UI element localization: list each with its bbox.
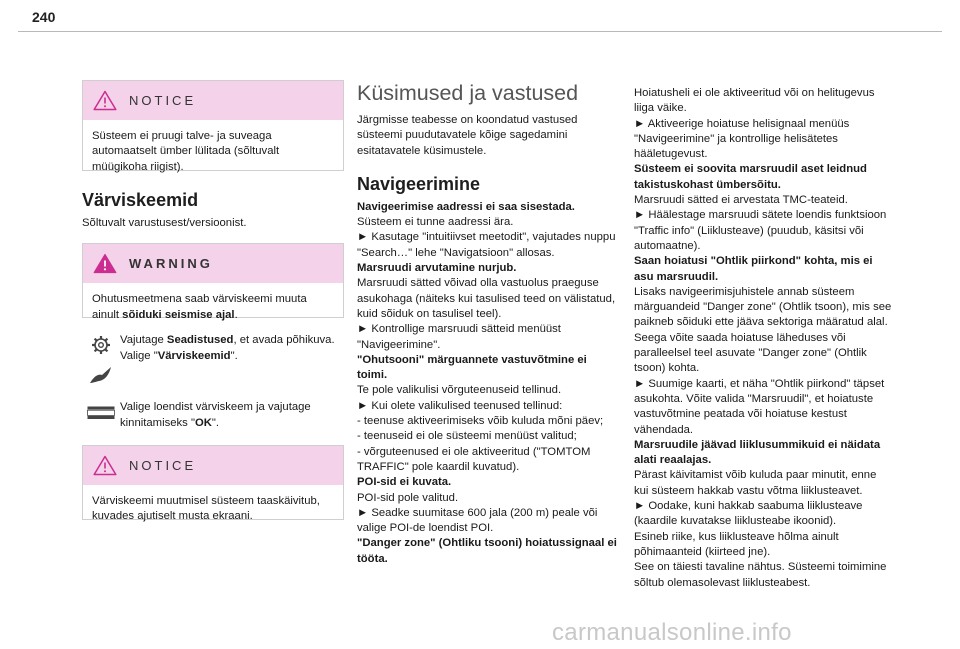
question: Marsruudi arvutamine nurjub.	[357, 262, 517, 275]
middle-column	[357, 80, 619, 567]
page-title: Küsimused ja vastused	[357, 81, 579, 105]
answer: Esineb riike, kus liiklusteave hõlma ainult põhimaanteid (kiirteed jne).	[634, 530, 839, 558]
left-column	[82, 80, 344, 523]
answer: ► Kontrollige marsruudi sätteid menüüst "Navigeerimine".	[357, 323, 561, 351]
answer: ► Häälestage marsruudi sätete loendis funktsioon "Traffic info" (Liiklusteave) (puudub, käsitsi või automaatne).	[634, 209, 887, 252]
answer: Hoiatusheli ei ole aktiveeritud või on helitugevus liiga väike.	[634, 87, 875, 115]
warning-text-bold: sõiduki seismise ajal	[122, 308, 235, 321]
answer: - teenuse aktiveerimiseks võib kuluda mõni päev;	[357, 415, 604, 428]
gear-icon	[91, 335, 111, 355]
notice-title: NOTICE	[129, 92, 197, 108]
question: "Danger zone" (Ohtliku tsooni) hoiatussignaal ei tööta.	[357, 537, 617, 565]
answer: ► Kasutage "intuitiivset meetodit", vajutades nuppu "Search…" lehe "Navigatsioon" allosas.	[357, 231, 616, 259]
answer: Te pole valikulisi võrguteenuseid tellinud.	[357, 384, 562, 397]
intro-text: Järgmisse teabesse on koondatud vastused süsteemi puudutavatele kõige sagedamini esitatavatele küsimustele.	[357, 114, 578, 157]
answer: See on täiesti tavaline nähtus. Süsteemi toimimine sõltub olemasolevast liiklusteabest.	[634, 561, 887, 589]
watermark: carmanualsonline.info	[552, 619, 792, 646]
step-settings	[82, 333, 344, 384]
header-divider	[18, 31, 942, 32]
answer: ► Kui olete valikulised teenused tellinud:	[357, 399, 563, 412]
warning-text-end: .	[234, 308, 238, 321]
answer: ► Aktiveerige hoiatuse helisignaal menüüs "Navigeerimine" ja kontrollige helisätetes hääletugevust.	[634, 117, 850, 161]
step3-text	[120, 400, 344, 431]
step2-prefix: Valige "	[120, 349, 158, 362]
answer: POI-sid pole valitud.	[357, 491, 459, 504]
step-text-group	[120, 333, 344, 364]
section-subtitle: Sõltuvalt varustusest/versioonist.	[82, 217, 247, 229]
notice-text: Süsteem ei pruugi talve- ja suveaga automaatselt ümber lülitada (sõltuvalt müügikoha riigist).	[92, 130, 280, 173]
step3-bold: OK	[194, 416, 212, 429]
color-palette-icon	[89, 366, 113, 384]
warning-triangle-icon	[93, 90, 117, 111]
list-icon	[87, 406, 115, 420]
step1-prefix: Vajutage	[120, 334, 167, 347]
notice-box	[82, 80, 344, 171]
answer: - teenuseid ei ole süsteemi menüüst valitud;	[357, 430, 577, 443]
answer: Pärast käivitamist võib kuluda paar minutit, enne kui süsteem hakkab vastu võtma liiklusteavet.	[634, 469, 877, 497]
page-number: 240	[32, 9, 56, 25]
question: Navigeerimise aadressi ei saa sisestada.	[357, 200, 575, 213]
notice-header	[83, 81, 343, 120]
step1-suffix: , et avada põhikuva.	[233, 334, 335, 347]
step2-text	[120, 349, 344, 364]
question: "Ohutsooni" märguannete vastuvõtmine ei toimi.	[357, 353, 587, 382]
warning-triangle-icon	[93, 253, 117, 274]
step-select	[82, 400, 344, 431]
answer: ► Seadke suumitase 600 jala (200 m) peale või valige POI-de loendist POI.	[357, 506, 598, 535]
notice-header	[83, 446, 343, 485]
warning-text-part: Ohutusmeetmena saab värviskeemi muuta ainult	[92, 293, 307, 321]
question: Marsruudile jäävad liiklusummikuid ei näidata alati reaalajas.	[634, 438, 881, 467]
warning-text	[83, 283, 343, 331]
qa-block	[357, 200, 619, 567]
notice-title: NOTICE	[129, 457, 197, 473]
step1-text	[120, 333, 344, 348]
answer: ► Suumige kaarti, et näha "Ohtlik piirkond" täpset asukohta. Võite valida "Marsruudil", et hoiatuste vastuvõtmine peatada või hoiatuse kestust vähendada.	[634, 377, 885, 436]
warning-triangle-icon	[93, 455, 117, 476]
answer: Marsruudi sätted võivad olla vastuolus praeguse asukohaga (näiteks kui tasulised teed on välistatud, kuid sõiduk on tasulisel teel).	[357, 277, 616, 320]
step2-suffix: ".	[230, 349, 238, 362]
answer: Süsteem ei tunne aadressi ära.	[357, 216, 514, 229]
answer: Marsruudi sätted ei arvestata TMC-teateid.	[634, 194, 848, 207]
right-column	[634, 86, 892, 591]
section-heading: Värviskeemid	[82, 190, 199, 210]
section-heading: Navigeerimine	[357, 173, 481, 194]
question: POI-sid ei kuvata.	[357, 476, 452, 489]
warning-header	[83, 244, 343, 283]
question: Süsteem ei soovita marsruudil aset leidnud takistuskohast ümbersõitu.	[634, 163, 867, 191]
question: Saan hoiatusi "Ohtlik piirkond" kohta, mis ei asu marsruudil.	[634, 255, 873, 283]
step2-bold: Värviskeemid	[157, 349, 231, 362]
answer: ► Oodake, kuni hakkab saabuma liiklusteave (kaardile kuvatakse liiklusteabe ikoonid).	[634, 500, 863, 528]
notice-box	[82, 445, 344, 523]
step1-bold: Seadistused	[166, 334, 234, 347]
step3-suffix: ".	[211, 416, 220, 429]
warning-title: WARNING	[129, 256, 213, 272]
answer: - võrguteenused ei ole aktiveeritud ("TOMTOM TRAFFIC" pole kaardil kuvatud).	[357, 445, 591, 473]
answer: Lisaks navigeerimisjuhistele annab süsteem märguandeid "Danger zone" (Ohtlik tsoon), mis see paikneb sõiduki ette jääva sektoriga määratud alal. Seega võite saada hoiatuse läheduses või paralleelsel teel asuvate "Danger zone" (Ohtlik tsoon) kohta.	[634, 285, 892, 375]
step3-prefix: Valige loendist värviskeem ja vajutage kinnitamiseks "	[120, 401, 311, 429]
notice-text: Värviskeemi muutmisel süsteem taaskäivitub, kuvades ajutiselt musta ekraani.	[92, 494, 320, 523]
warning-box	[82, 243, 344, 321]
